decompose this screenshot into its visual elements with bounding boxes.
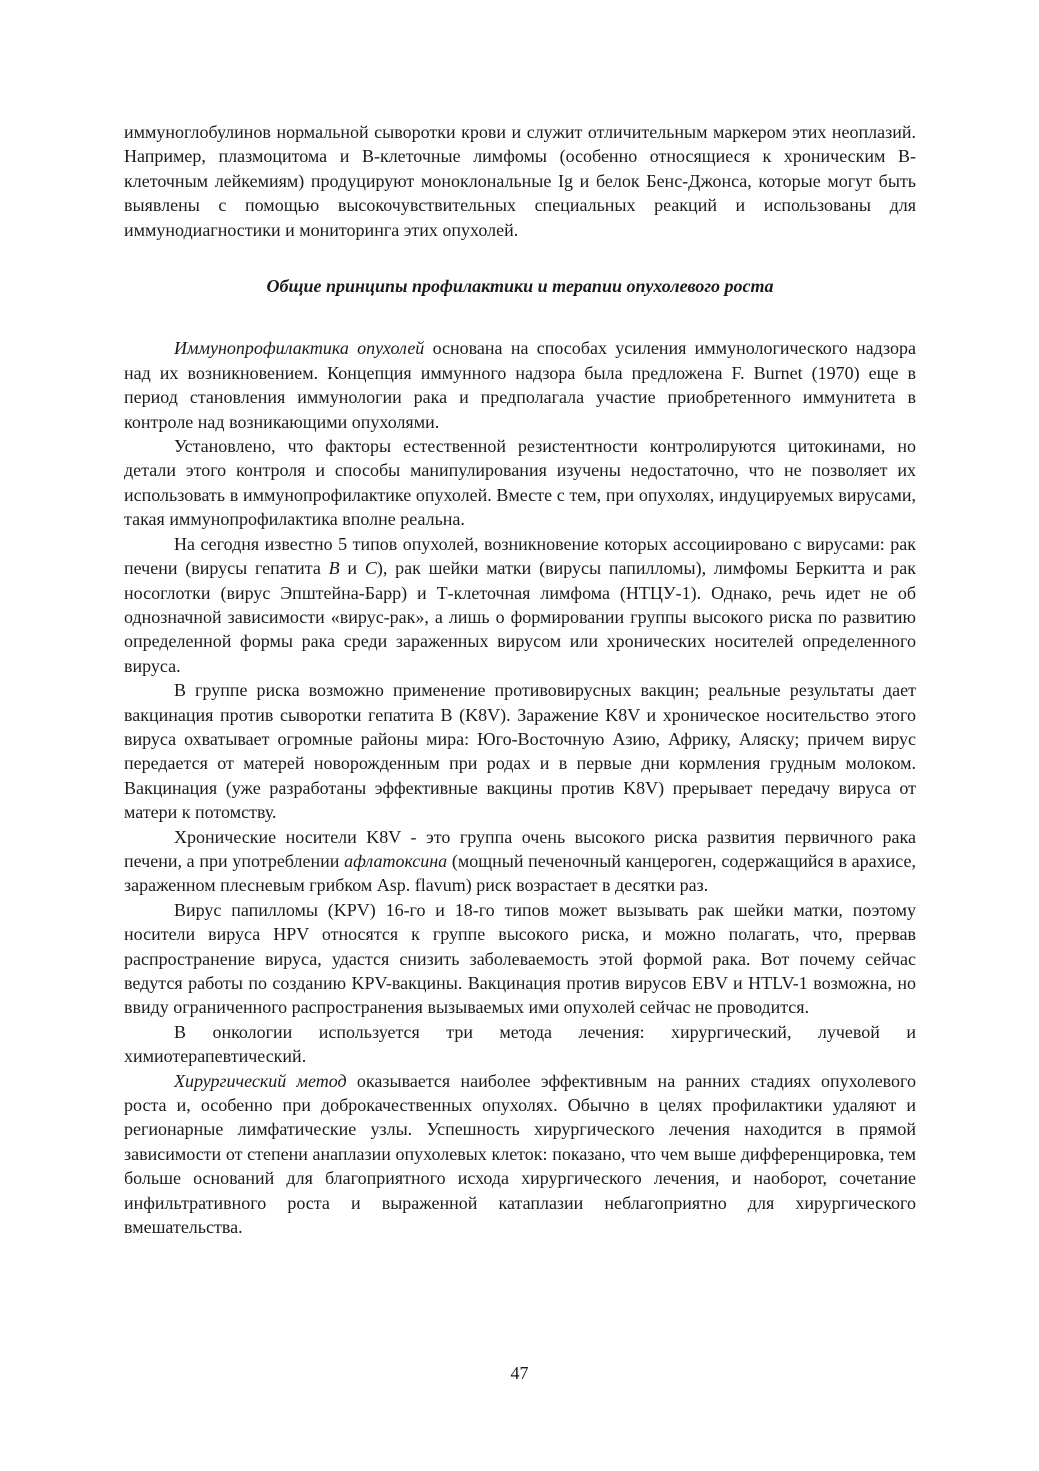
- paragraph-natural-resistance: Установлено, что факторы естественной резистентности контролируются цитокинами, но детали этого контроля и способы манипулирования изучены недостаточно, что не позволяет их использовать в иммунопрофилактике опухолей. Вместе с тем, при опухолях, индуцируемых вирусами, такая иммунопрофилактика вполне реальна.: [124, 436, 916, 530]
- section-heading: Общие принципы профилактики и терапии опухолевого роста: [266, 276, 774, 297]
- paragraph-surgical-method: Хирургический метод оказывается наиболее эффективным на ранних стадиях опухолевого роста и, особенно при доброкачественных опухолях. Обычно в целях профилактики удаляют и регионарные лимфатические узлы. Успешность хирургического лечения находится в прямой зависимости от степени анаплазии опухолевых клеток: показано, что чем выше дифференцировка, тем больше оснований для благоприятного исхода хирургического лечения, и наоборот, сочетание инфильтративного роста и выраженной катаплазии неблагоприятно для хирургического вмешательства.: [124, 1070, 916, 1238]
- paragraph-virus-tumors: На сегодня известно 5 типов опухолей, возникновение которых ассоциировано с вирусами: рак печени (вирусы гепатита В и С), рак шейки матки (вирусы папилломы), лимфомы Беркитта и рак носоглотки (вирус Эпштейна-Барр) и Т-клеточная лимфома (НТЦУ-1). Однако, речь идет не об однозначной зависимости «вирус-рак», а лишь о формировании группы высокого риска по развитию определенной формы рака среди зараженных вирусом или хронических носителей определенного вируса.: [124, 533, 916, 676]
- page-number: 47: [510, 1363, 529, 1383]
- term-aflatoxin: афлатоксина: [344, 850, 448, 871]
- paragraph-treatment-methods: В онкологии используется три метода лечения: хирургический, лучевой и химиотерапевтический.: [124, 1021, 916, 1067]
- page-body: [124, 120, 916, 1239]
- term-surgical-method: Хирургический метод: [174, 1070, 347, 1091]
- paragraph-intro: иммуноглобулинов нормальной сыворотки крови и служит отличительным маркером этих неоплазий. Например, плазмоцитома и В-клеточные лимфомы (особенно относящиеся к хроническим В-клеточным лейкемиям) продуцируют моноклональные Ig и белок Бенс-Джонса, которые могут быть выявлены с помощью высокочувствительных специальных реакций и использованы для иммунодиагностики и мониторинга этих опухолей.: [124, 122, 916, 240]
- paragraph-immunoprophylaxis: Иммунопрофилактика опухолей основана на способах усиления иммунологического надзора над их возникновением. Концепция иммунного надзора была предложена F. Burnet (1970) еще в период становления иммунологии рака и предполагала участие приобретенного иммунитета в контроле над возникающими опухолями.: [124, 338, 916, 432]
- term-immunoprophylaxis: Иммунопрофилактика опухолей: [174, 338, 425, 359]
- paragraph-chronic-carriers: Хронические носители K8V - это группа очень высокого риска развития первичного рака печени, а при употреблении афлатоксина (мощный печеночный канцероген, содержащийся в арахисе, зараженном плесневым грибком Asp. flavum) риск возрастает в десятки раз.: [124, 826, 916, 896]
- paragraph-papilloma: Вирус папилломы (KPV) 16-го и 18-го типов может вызывать рак шейки матки, поэтому носители вируса HPV относятся к группе высокого риска, и можно полагать, что, прервав распространение вируса, удастся снизить заболеваемость этой формой рака. Вот почему сейчас ведутся работы по созданию KPV-вакцины. Вакцинация против вирусов EBV и HTLV-1 возможна, но ввиду ограниченного распространения вызываемых ими опухолей сейчас не проводится.: [124, 899, 916, 1018]
- paragraph-vaccination: В группе риска возможно применение противовирусных вакцин; реальные результаты дает вакцинация против сыворотки гепатита В (K8V). Заражение K8V и хроническое носительство этого вируса охватывает огромные районы мира: Юго-Восточную Азию, Африку, Аляску; причем вирус передается от матерей новорожденным при родах и в первые дни кормления грудным молоком. Вакцинация (уже разработаны эффективные вакцины против K8V) прерывает передачу вируса от матери к потомству.: [124, 680, 916, 823]
